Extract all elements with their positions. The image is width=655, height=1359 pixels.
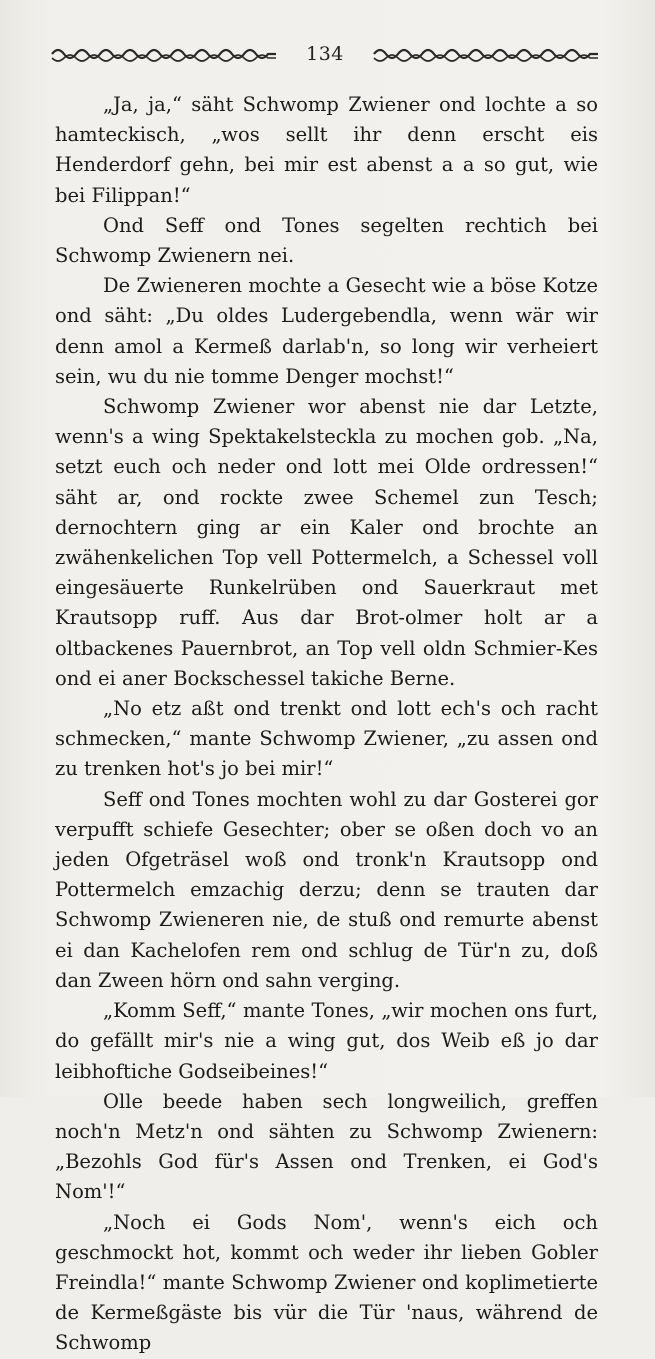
paragraph: „Noch ei Gods Nom', wenn's eich och geschmockt hot, kommt och weder ihr lieben Gobler Freindla!“ mante Schwomp Zwiener ond koplimetierte de Kermeßgäste bis vür die Tür 'naus, während de Schwomp bbox=[55, 1210, 598, 1355]
paragraph: Ond Seff ond Tones segelten rechtich bei Schwomp Zwienern nei. bbox=[55, 213, 598, 268]
paragraph: Olle beede haben sech longweilich, greffen noch'n Metz'n ond sähten zu Schwomp Zwienern: „Bezohls God für's Assen ond Trenken, ei God's Nom'!“ bbox=[55, 1089, 598, 1204]
paragraph: De Zwieneren mochte a Gesecht wie a böse Kotze ond säht: „Du oldes Ludergebendla, wenn wär wir denn amol a Kermeß darlab'n, so long wir verheiert sein, wu du nie tomme Denger mochst!“ bbox=[55, 274, 598, 388]
page-header bbox=[50, 40, 600, 68]
paragraph: „No etz aßt ond trenkt ond lott ech's och racht schmecken,“ mante Schwomp Zwiener, „zu assen ond zu trenken hot's jo bei mir!“ bbox=[55, 697, 598, 781]
paragraph: „Komm Seff,“ mante Tones, „wir mochen ons furt, do gefällt mir's nie a wing gut, dos Weib eß jo dar leibhoftiche Godseibeines!“ bbox=[55, 999, 598, 1083]
body-text bbox=[55, 90, 598, 1359]
paragraph: „Ja, ja,“ säht Schwomp Zwiener ond lochte a so hamteckisch, „wos sellt ihr denn erscht eis Henderdorf gehn, bei mir est abenst a a so gut, wie bei Filippan!“ bbox=[55, 93, 598, 207]
ornament-left-icon bbox=[50, 44, 278, 64]
paragraph: Schwomp Zwiener wor abenst nie dar Letzte, wenn's a wing Spektakelsteckla zu mochen gob. „Na, setzt euch och neder ond lott mei Olde ordressen!“ säht ar, ond rockte zwee Schemel zun Tesch; dernochtern ging ar ein Kaler ond brochte an zwähenkelichen Top vell Pottermelch, a Schessel voll eingesäuerte Runkelrüben ond Sauerkraut met Krautsopp ruff. Aus dar Brot-olmer holt ar a oltbackenes Pauernbrot, an Top vell oldn Schmier-Kes ond ei aner Bockschessel takiche Berne. bbox=[55, 395, 598, 690]
paragraph: Seff ond Tones mochten wohl zu dar Gosterei gor verpufft schiefe Gesechter; ober se oßen doch vo an jeden Ofgeträsel woß ond tronk'n Krautsopp ond Pottermelch emzachig derzu; denn se trauten dar Schwomp Zwieneren nie, de stuß ond remurte abenst ei dan Kachelofen rem ond schlug de Tür'n zu, doß dan Zween hörn ond sahn verging. bbox=[55, 787, 598, 992]
ornament-right-icon bbox=[372, 44, 600, 64]
page-number: 134 bbox=[306, 43, 344, 65]
